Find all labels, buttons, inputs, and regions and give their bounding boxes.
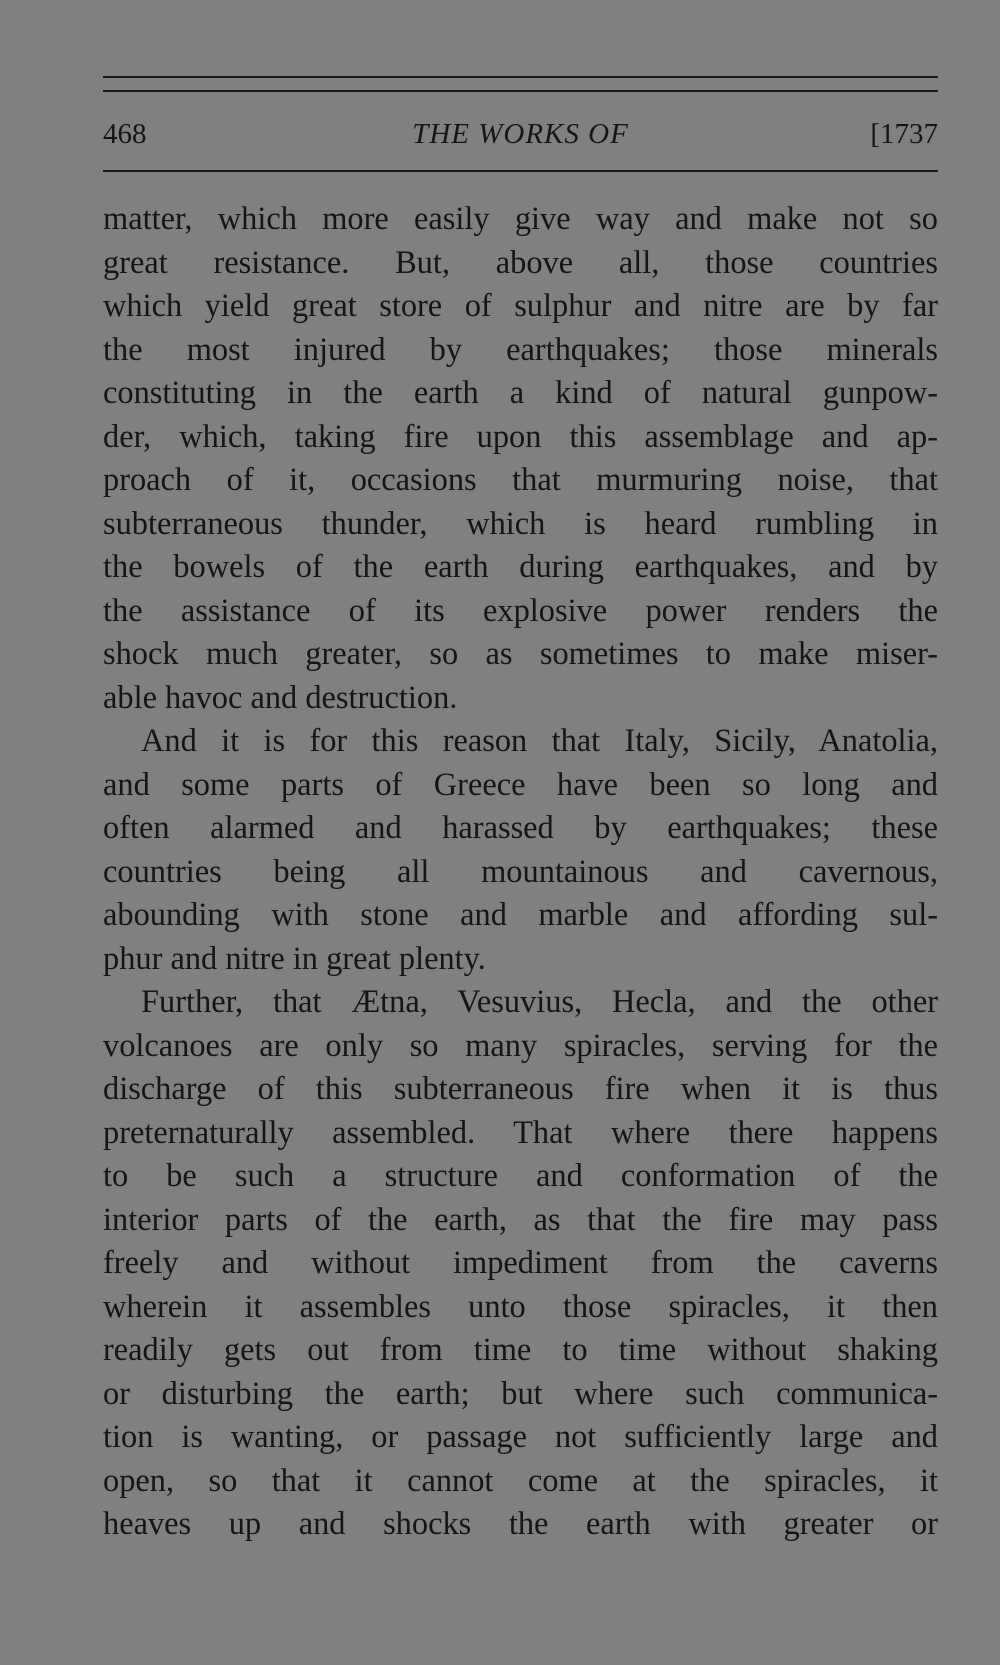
text-line: subterraneous thunder, which is heard rumbling in xyxy=(103,505,938,542)
text-line: open, so that it cannot come at the spiracles, it xyxy=(103,1462,938,1499)
text-line: proach of it, occasions that murmuring noise, that xyxy=(103,462,938,498)
paragraph xyxy=(103,720,938,981)
top-rule xyxy=(103,76,938,78)
text-line: the assistance of its explosive power renders the xyxy=(103,592,938,629)
text-line: or disturbing the earth; but where such communica- xyxy=(103,1375,938,1412)
page-number: 468 xyxy=(103,118,147,150)
text-line: which yield great store of sulphur and nitre are by far xyxy=(103,288,938,324)
text-line: discharge of this subterraneous fire when it is thus xyxy=(103,1071,938,1107)
text-line: freely and without impediment from the caverns xyxy=(103,1245,938,1281)
running-title: THE WORKS OF xyxy=(412,118,629,150)
text-line: volcanoes are only so many spiracles, serving for the xyxy=(103,1027,938,1064)
text-line: phur and nitre in great plenty. xyxy=(103,940,486,977)
body-text xyxy=(103,198,938,1547)
text-line: the bowels of the earth during earthquakes, and by xyxy=(103,549,938,585)
text-line: to be such a structure and conformation of the xyxy=(103,1158,938,1194)
text-line: der, which, taking fire upon this assemblage and ap- xyxy=(103,418,938,455)
text-line: And it is for this reason that Italy, Sicily, Anatolia, xyxy=(141,723,938,759)
running-header xyxy=(103,112,938,156)
text-line: constituting in the earth a kind of natural gunpow- xyxy=(103,375,938,411)
text-line: readily gets out from time to time without shaking xyxy=(103,1332,938,1368)
text-line: and some parts of Greece have been so long and xyxy=(103,766,938,803)
text-line: wherein it assembles unto those spiracles, it then xyxy=(103,1288,938,1325)
book-page xyxy=(103,0,938,1665)
text-line: heaves up and shocks the earth with greater or xyxy=(103,1506,938,1542)
text-line: abounding with stone and marble and affording sul- xyxy=(103,897,938,933)
text-line: shock much greater, so as sometimes to make miser- xyxy=(103,636,938,672)
text-line: able havoc and destruction. xyxy=(103,679,458,716)
text-line: interior parts of the earth, as that the fire may pass xyxy=(103,1201,938,1238)
header-rule xyxy=(103,170,938,172)
paragraph xyxy=(103,198,938,720)
text-line: often alarmed and harassed by earthquakes; these xyxy=(103,810,938,846)
running-year: [1737 xyxy=(870,118,938,150)
text-line: the most injured by earthquakes; those minerals xyxy=(103,331,938,368)
text-line: tion is wanting, or passage not sufficiently large and xyxy=(103,1419,938,1455)
text-line: great resistance. But, above all, those countries xyxy=(103,244,938,281)
paragraph xyxy=(103,981,938,1547)
text-line: matter, which more easily give way and make not so xyxy=(103,201,938,237)
text-line: Further, that Ætna, Vesuvius, Hecla, and the other xyxy=(141,984,938,1020)
text-line: preternaturally assembled. That where there happens xyxy=(103,1114,938,1151)
text-line: countries being all mountainous and cavernous, xyxy=(103,853,938,890)
top-rule-second xyxy=(103,90,938,92)
